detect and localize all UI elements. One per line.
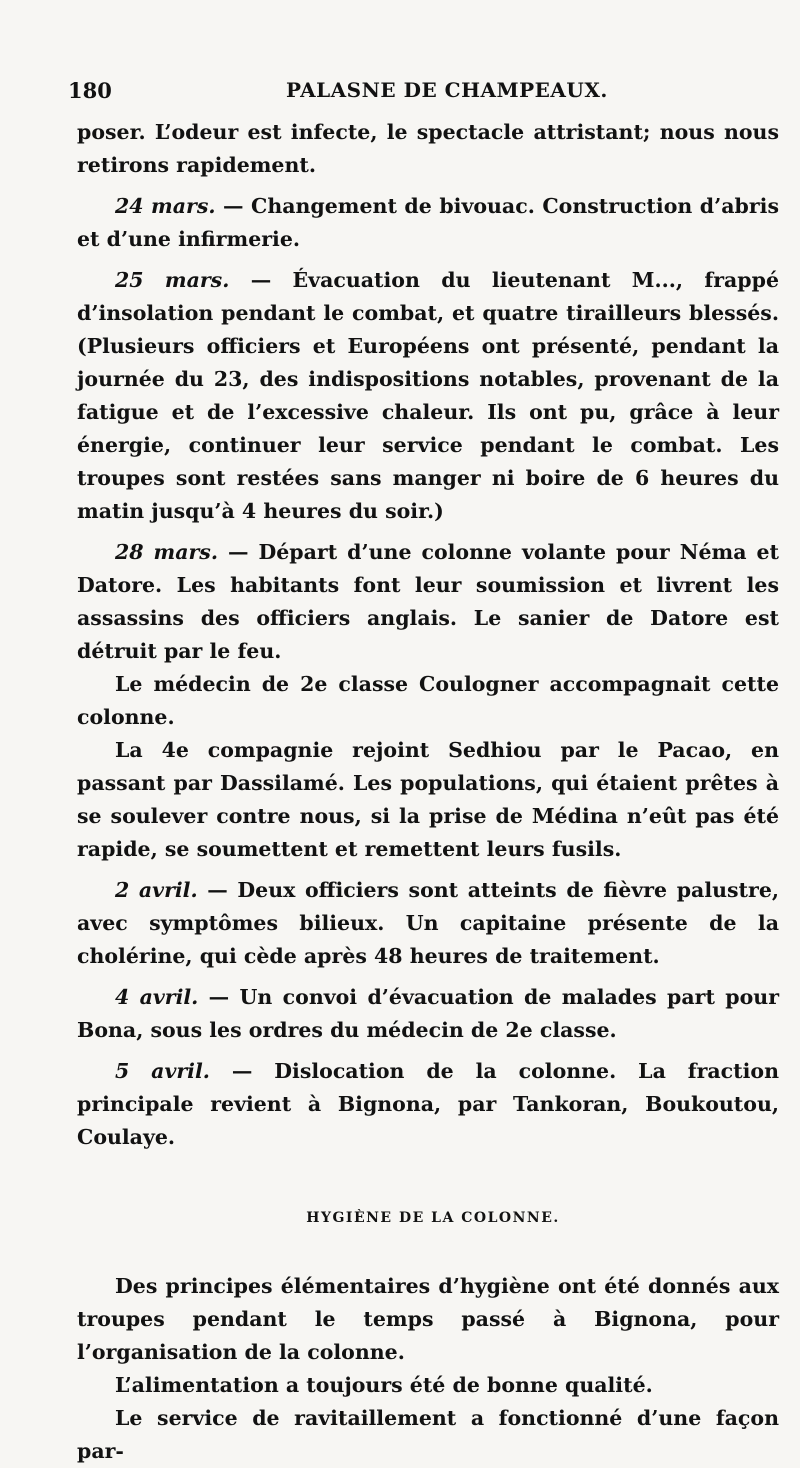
entry-date: 4 avril.	[115, 985, 199, 1009]
entry-text: — Départ d’une colonne volante pour Néma et Datore. Les habitants font leur soumission et livrent les assassins des officiers anglais. Le sanier de Datore est détruit par le feu.	[77, 540, 779, 663]
paragraph-continuation: poser. L’odeur est infecte, le spectacle attristant; nous nous retirons rapidement.	[77, 120, 779, 177]
page-number: 180	[68, 78, 112, 103]
entry-date: 25 mars.	[115, 268, 230, 292]
entry-date: 2 avril.	[115, 878, 198, 902]
journal-entry-25-mars	[77, 264, 779, 528]
paragraph-hygiene-principes: Des principes élémentaires d’hygiène ont été donnés aux troupes pendant le temps passé à Bignona, pour l’organisation de la colonne.	[77, 1274, 779, 1364]
entry-text: — Évacuation du lieutenant M..., frappé d’insolation pendant le combat, et quatre tirailleurs blessés. (Plusieurs officiers et Européens ont présenté, pendant la journée du 23, des indispositions notables, provenant de la fatigue et de l’excessive chaleur. Ils ont pu, grâce à leur énergie, continuer leur service pendant le combat. Les troupes sont restées sans manger ni boire de 6 heures du matin jusqu’à 4 heures du soir.)	[77, 268, 779, 523]
paragraph-medecin: Le médecin de 2e classe Coulogner accompagnait cette colonne.	[77, 672, 779, 729]
entry-text: — Un convoi d’évacuation de malades part pour Bona, sous les ordres du médecin de 2e classe.	[77, 985, 779, 1042]
journal-entry-5-avril	[77, 1055, 779, 1154]
journal-entry-4-avril	[77, 981, 779, 1047]
paragraph-compagnie: La 4e compagnie rejoint Sedhiou par le Pacao, en passant par Dassilamé. Les populations, qui étaient prêtes à se soulever contre nous, si la prise de Médina n’eût pas été rapide, se soumettent et remettent leurs fusils.	[77, 738, 779, 861]
journal-entry-24-mars	[77, 190, 779, 256]
page-header	[68, 78, 698, 104]
entry-text: — Dislocation de la colonne. La fraction principale revient à Bignona, par Tankoran, Boukoutou, Coulaye.	[77, 1059, 779, 1149]
paragraph-alimentation: L’alimentation a toujours été de bonne qualité.	[115, 1373, 653, 1397]
journal-entry-2-avril	[77, 874, 779, 973]
entry-date: 28 mars.	[115, 540, 218, 564]
journal-entry-28-mars	[77, 536, 779, 668]
entry-text: — Changement de bivouac. Construction d’abris et d’une infirmerie.	[77, 194, 779, 251]
entry-date: 5 avril.	[115, 1059, 210, 1083]
section-heading: HYGIÈNE DE LA COLONNE.	[306, 1210, 560, 1226]
paragraph-ravitaillement: Le service de ravitaillement a fonctionné d’une façon par-	[77, 1406, 779, 1463]
page-body	[77, 116, 779, 1468]
entry-date: 24 mars.	[115, 194, 216, 218]
running-title: PALASNE DE CHAMPEAUX.	[286, 78, 608, 102]
entry-text: — Deux officiers sont atteints de fièvre palustre, avec symptômes bilieux. Un capitaine présente de la cholérine, qui cède après 48 heures de traitement.	[77, 878, 779, 968]
